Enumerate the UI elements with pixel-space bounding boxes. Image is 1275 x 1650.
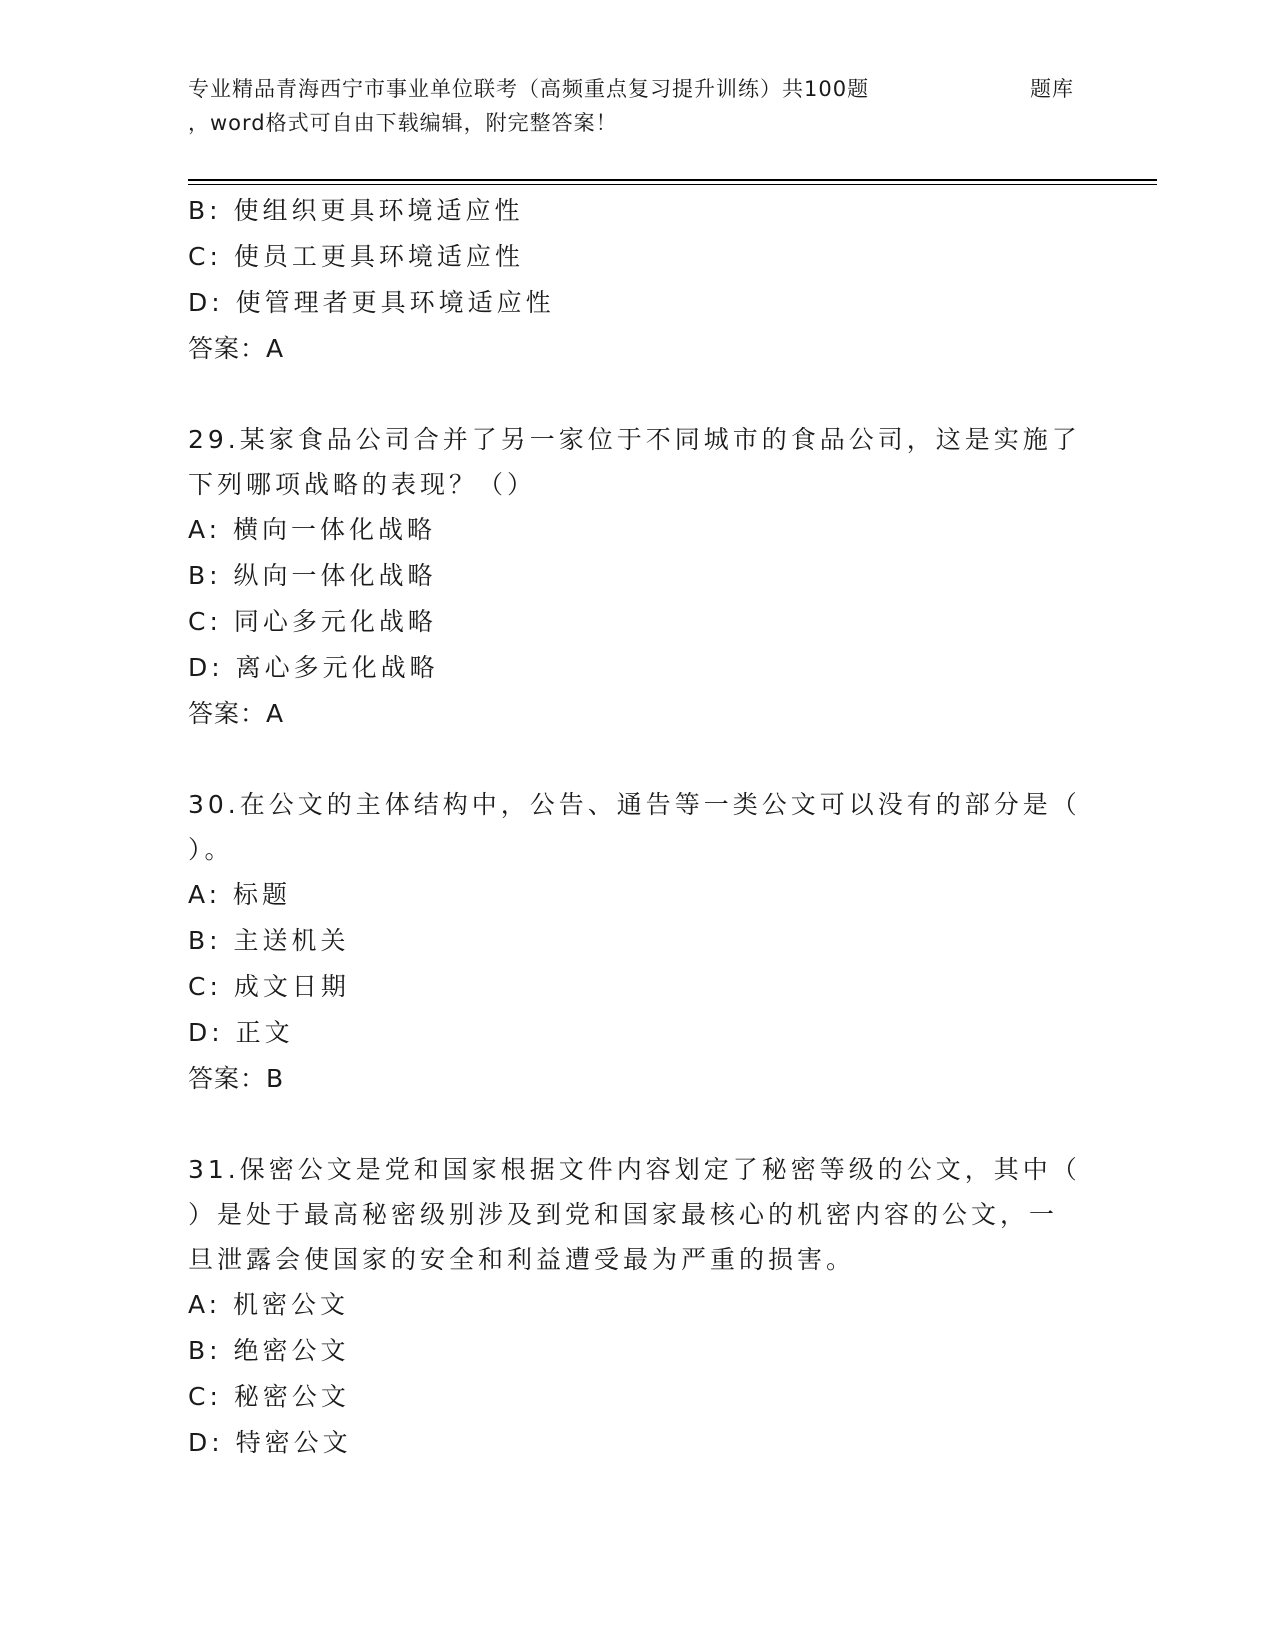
- question-text-line: 下列哪项战略的表现？（）: [188, 470, 537, 499]
- header-rule-thin: [188, 184, 1157, 185]
- answer: 答案：A: [188, 699, 285, 728]
- option-a: A: 横向一体化战略: [188, 515, 437, 544]
- option-d: D: 使管理者更具环境适应性: [188, 288, 555, 317]
- question-text: [188, 417, 1088, 507]
- header-tag: 题库: [1030, 77, 1074, 101]
- question-text: [188, 782, 1088, 872]
- option-c: C: 使员工更具环境适应性: [188, 242, 524, 271]
- option-c: C: 同心多元化战略: [188, 607, 437, 636]
- question-text: [188, 1147, 1088, 1282]
- question-30: [188, 782, 1088, 1102]
- option-b: B: 主送机关: [188, 926, 350, 955]
- answer: 答案：A: [188, 334, 285, 363]
- question-28: [188, 188, 1088, 372]
- question-31: [188, 1147, 1088, 1466]
- header-title: 专业精品青海西宁市事业单位联考（高频重点复习提升训练）共100题: [188, 77, 870, 101]
- question-text-line: 旦泄露会使国家的安全和利益遭受最为严重的损害。: [188, 1245, 856, 1274]
- question-text-line: 29.某家食品公司合并了另一家位于不同城市的食品公司，这是实施了: [188, 425, 1081, 454]
- question-text-line: ）。: [188, 835, 234, 864]
- document-body: [188, 188, 1088, 1466]
- page-header: [188, 72, 1088, 140]
- question-29: [188, 417, 1088, 737]
- header-rule-thick: [188, 179, 1157, 181]
- header-line-2: ，word格式可自由下载编辑，附完整答案！: [188, 111, 618, 135]
- header-line-1: [188, 72, 1088, 106]
- option-d: D: 正文: [188, 1018, 294, 1047]
- question-text-line: 31.保密公文是党和国家根据文件内容划定了秘密等级的公文，其中（: [188, 1155, 1081, 1184]
- option-c: C: 成文日期: [188, 972, 350, 1001]
- option-b: B: 绝密公文: [188, 1336, 350, 1365]
- answer: 答案：B: [188, 1064, 285, 1093]
- question-text-line: 30.在公文的主体结构中，公告、通告等一类公文可以没有的部分是（: [188, 790, 1081, 819]
- option-a: A: 标题: [188, 880, 292, 909]
- option-b: B: 使组织更具环境适应性: [188, 196, 524, 225]
- question-text-line: ）是处于最高秘密级别涉及到党和国家最核心的机密内容的公文，一: [188, 1200, 1059, 1229]
- option-d: D: 离心多元化战略: [188, 653, 439, 682]
- option-c: C: 秘密公文: [188, 1382, 350, 1411]
- option-b: B: 纵向一体化战略: [188, 561, 437, 590]
- option-a: A: 机密公文: [188, 1290, 350, 1319]
- option-d: D: 特密公文: [188, 1428, 352, 1457]
